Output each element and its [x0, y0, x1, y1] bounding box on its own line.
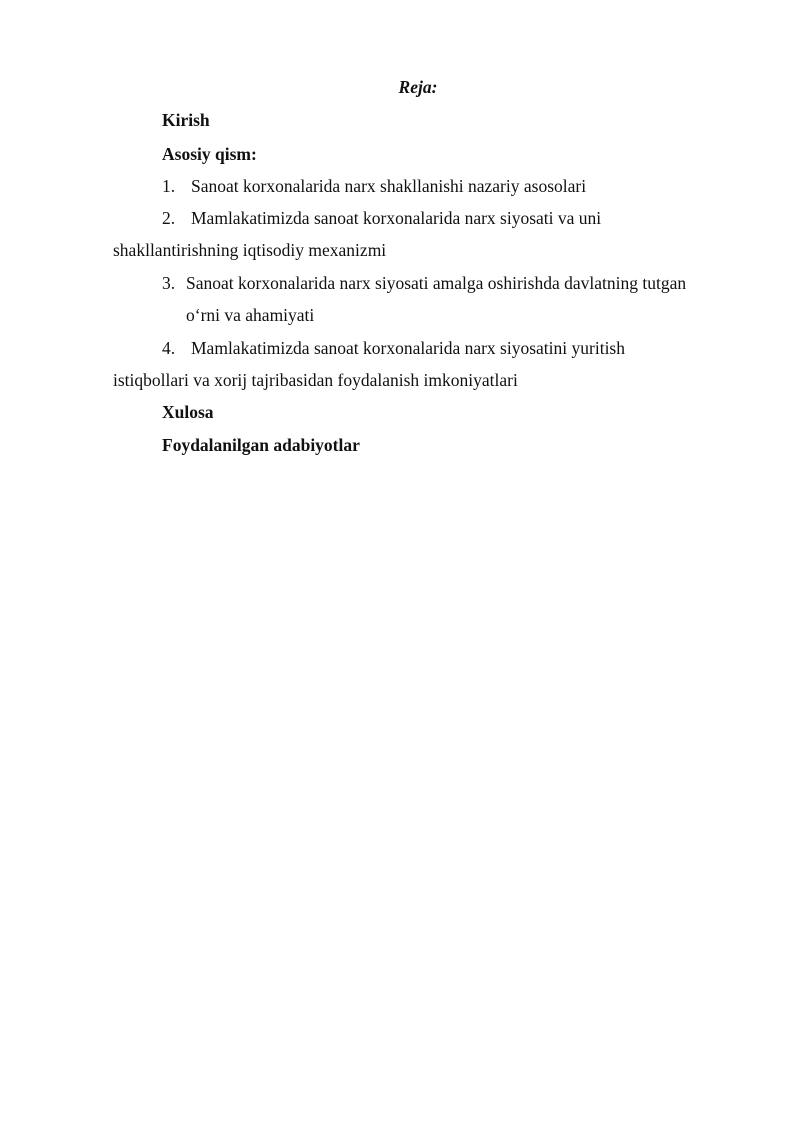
list-item-3 — [162, 272, 686, 294]
list-item-number: 1. — [162, 176, 176, 196]
list-item-text: Mamlakatimizda sanoat korxonalarida narx siyosati va uni — [191, 208, 602, 228]
list-item-number: 4. — [162, 338, 176, 358]
list-item-2 — [162, 207, 601, 229]
list-item-3-continuation: o‘rni va ahamiyati — [186, 305, 315, 325]
document-title: Reja: — [398, 77, 438, 97]
list-item-number: 3. — [162, 273, 176, 293]
list-item-4 — [162, 337, 625, 359]
list-item-1 — [162, 175, 586, 197]
list-item-number: 2. — [162, 208, 176, 228]
section-intro: Kirish — [162, 110, 210, 130]
section-main-part: Asosiy qism: — [162, 144, 257, 164]
list-item-text: Sanoat korxonalarida narx shakllanishi nazariy asosolari — [191, 176, 587, 196]
list-item-2-continuation: shakllantirishning iqtisodiy mexanizmi — [113, 240, 387, 260]
list-item-text: Mamlakatimizda sanoat korxonalarida narx siyosatini yuritish — [191, 338, 625, 358]
section-references: Foydalanilgan adabiyotlar — [162, 435, 360, 455]
list-item-text: Sanoat korxonalarida narx siyosati amalga oshirishda davlatning tutgan — [186, 273, 687, 293]
list-item-4-continuation: istiqbollari va xorij tajribasidan foydalanish imkoniyatlari — [113, 370, 518, 390]
section-conclusion: Xulosa — [162, 402, 214, 422]
